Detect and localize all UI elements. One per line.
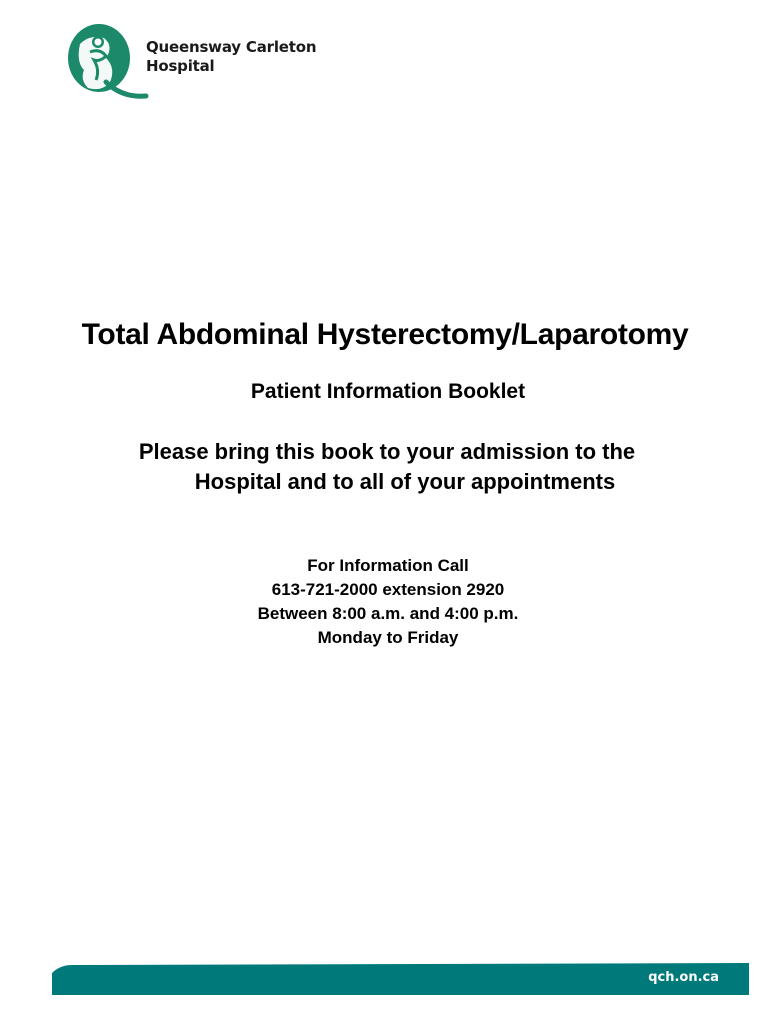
hospital-name-line1: Queensway Carleton	[146, 38, 317, 56]
contact-line1: For Information Call	[307, 556, 469, 575]
document-title: Total Abdominal Hysterectomy/Laparotomy	[81, 318, 689, 351]
footer-bar-shape	[52, 963, 749, 995]
contact-phone: 613-721-2000 extension 2920	[271, 580, 505, 599]
footer-url: qch.on.ca	[648, 970, 719, 985]
contact-hours: Between 8:00 a.m. and 4:00 p.m.	[257, 604, 519, 623]
document-subtitle: Patient Information Booklet	[250, 380, 526, 403]
notice-line1: Please bring this book to your admission to the	[138, 439, 636, 464]
contact-days: Monday to Friday	[317, 628, 459, 647]
hospital-name	[146, 38, 316, 76]
hospital-logo-icon	[66, 22, 156, 104]
hospital-name-line2: Hospital	[146, 57, 215, 75]
footer-bar	[52, 963, 749, 995]
contact-info	[0, 554, 770, 650]
notice-text	[0, 437, 770, 497]
notice-line2: Hospital and to all of your appointments	[194, 469, 616, 494]
